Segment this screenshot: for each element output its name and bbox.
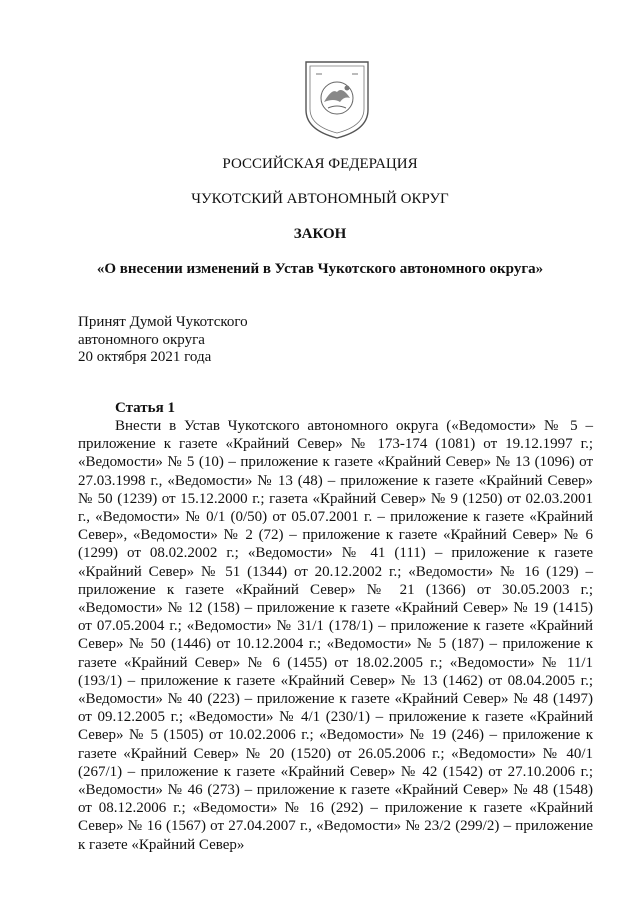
- article-title: Статья 1: [115, 400, 175, 416]
- article-paragraph: Внести в Устав Чукотского автономного округа («Ведомости» № 5 – приложение к газете «Крайний Север» № 173-174 (1081) от 19.12.1997 г.; «Ведомости» № 5 (10) – приложение к газете «Крайний Север» № 13 (1096) от 27.03.1998 г., «Ведомости» № 13 (48) – приложение к газете «Крайний Север» № 50 (1239) от 15.12.2000 г.; газета «Крайний Север» № 9 (1250) от 02.03.2001 г., «Ведомости» № 0/1 (0/50) от 05.07.2001 г. – приложение к газете «Крайний Север», «Ведомости» № 2 (72) – приложение к газете «Крайний Север» № 6 (1299) от 08.02.2002 г.; «Ведомости» № 41 (111) – приложение к газете «Крайний Север» № 51 (1344) от 20.12.2002 г.; «Ведомости» № 16 (129) – приложение к газете «Крайний Север» № 21 (1366) от 30.05.2003 г.; «Ведомости» № 12 (158) – приложение к газете «Крайний Север» № 19 (1415) от 07.05.2004 г.; «Ведомости» № 31/1 (178/1) – приложение к газете «Крайний Север» № 50 (1446) от 10.12.2004 г.; «Ведомости» № 5 (187) – приложение к газете «Крайний Север» № 6 (1455) от 18.02.2005 г.; «Ведомости» № 11/1 (193/1) – приложение к газете «Крайний Север» № 13 (1462) от 08.04.2005 г.; «Ведомости» № 40 (223) – приложение к газете «Крайний Север» № 48 (1497) от 09.12.2005 г.; «Ведомости» № 4/1 (230/1) – приложение к газете «Крайний Север» № 5 (1505) от 10.02.2006 г.; «Ведомости» № 19 (246) – приложение к газете «Крайний Север» № 20 (1520) от 26.05.2006 г.; «Ведомости» № 40/1 (267/1) – приложение к газете «Крайний Север» № 42 (1542) от 27.10.2006 г.; «Ведомости» № 46 (273) – приложение к газете «Крайний Север» № 48 (1548) от 08.12.2006 г.; «Ведомости» № 16 (292) – приложение к газете «Крайний Север» № 16 (1567) от 27.04.2007 г., «Ведомости» № 23/2 (299/2) – приложение к газете «Крайний Север»: [78, 418, 593, 853]
- coat-of-arms-icon: [302, 58, 372, 142]
- adoption-line: Принят Думой Чукотского: [78, 314, 248, 330]
- adoption-block: [78, 314, 248, 367]
- doc-type-heading: ЗАКОН: [293, 226, 347, 242]
- region-heading: ЧУКОТСКИЙ АВТОНОМНЫЙ ОКРУГ: [191, 191, 449, 207]
- doc-title: «О внесении изменений в Устав Чукотского автономного округа»: [96, 261, 544, 277]
- adoption-line: автономного округа: [78, 331, 205, 348]
- adoption-date: 20 октября 2021 года: [78, 349, 212, 365]
- federation-heading: РОССИЙСКАЯ ФЕДЕРАЦИЯ: [222, 156, 418, 172]
